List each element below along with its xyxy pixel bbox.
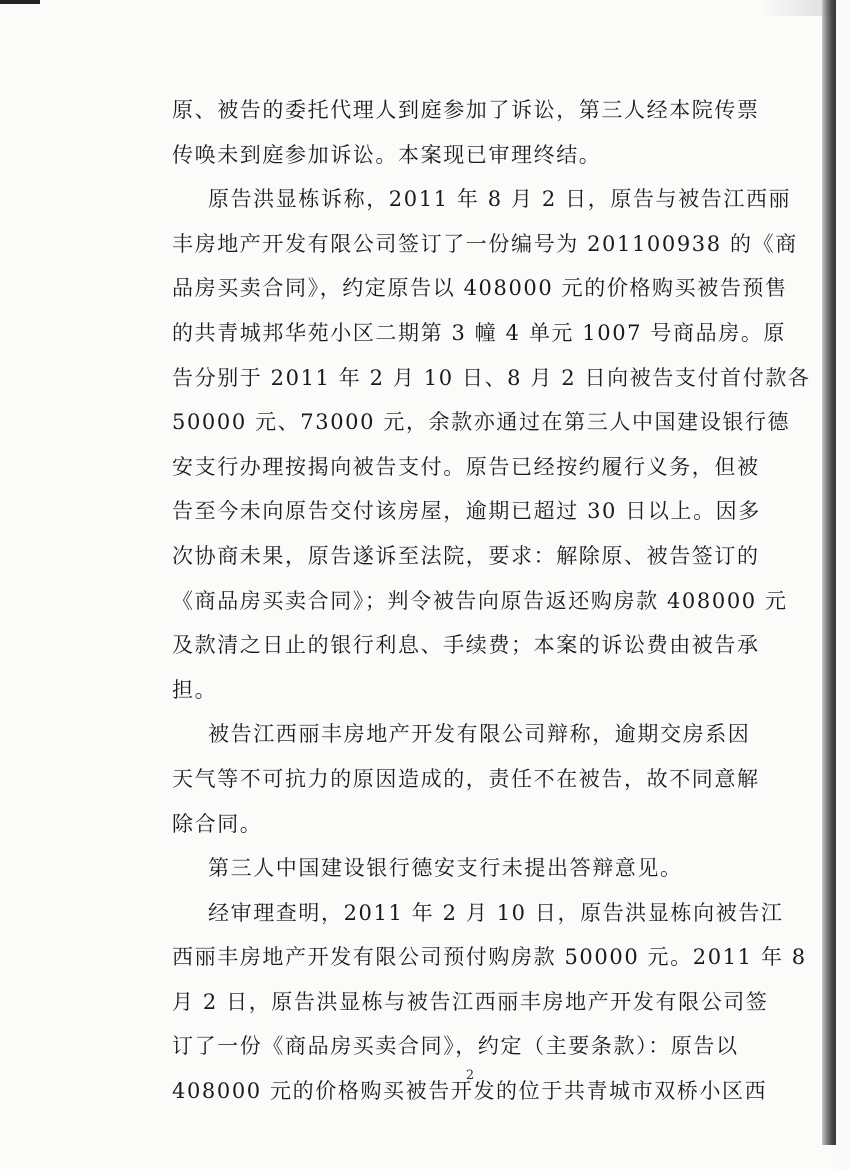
- text-line: 传唤未到庭参加诉讼。本案现已审理终结。: [172, 142, 602, 167]
- scan-artifact-top-mark: [0, 0, 40, 4]
- text-line: 告分别于 2011 年 2 月 10 日、8 月 2 日向被告支付首付款各: [172, 365, 811, 390]
- text-line: 第三人中国建设银行德安支行未提出答辩意见。: [208, 856, 683, 881]
- text-line: 原、被告的委托代理人到庭参加了诉讼，第三人经本院传票: [172, 98, 760, 122]
- text-line: 月 2 日，原告洪显栋与被告江西丽丰房地产开发有限公司签: [172, 989, 769, 1014]
- text-line: 安支行办理按揭向被告支付。原告已经按约履行义务，但被: [172, 454, 760, 479]
- page-number: 2: [465, 1068, 475, 1083]
- text-line: 经审理查明，2011 年 2 月 10 日，原告洪显栋向被告江: [208, 900, 784, 925]
- text-line: 《商品房买卖合同》；判令被告向原告返还购房款 408000 元: [172, 588, 788, 613]
- text-line: 担。: [172, 677, 218, 702]
- document-body: [172, 88, 811, 1114]
- page-margin-right: [836, 0, 850, 1169]
- text-line: 408000 元的价格购买被告开发的位于共青城市双桥小区西: [172, 1079, 768, 1104]
- text-line: 天气等不可抗力的原因造成的，责任不在被告，故不同意解: [172, 766, 760, 791]
- text-line: 的共青城邦华苑小区二期第 3 幢 4 单元 1007 号商品房。原: [172, 320, 787, 345]
- text-line: 告至今未向原告交付该房屋，逾期已超过 30 日以上。因多: [172, 499, 761, 524]
- text-line: 除合同。: [172, 811, 263, 836]
- text-line: 被告江西丽丰房地产开发有限公司辩称，逾期交房系因: [208, 722, 751, 747]
- text-line: 原告洪显栋诉称，2011 年 8 月 2 日，原告与被告江西丽: [208, 187, 792, 212]
- text-line: 及款清之日止的银行利息、手续费；本案的诉讼费由被告承: [172, 633, 760, 658]
- text-line: 丰房地产开发有限公司签订了一份编号为 201100938 的《商: [172, 231, 798, 256]
- text-line: 西丽丰房地产开发有限公司预付购房款 50000 元。2011 年 8: [172, 945, 807, 970]
- text-line: 50000 元、73000 元，余款亦通过在第三人中国建设银行德: [172, 410, 791, 435]
- text-line: 次协商未果，原告遂诉至法院，要求：解除原、被告签订的: [172, 543, 760, 568]
- text-line: 订了一份《商品房买卖合同》，约定（主要条款）：原告以: [172, 1034, 739, 1059]
- text-line: 品房买卖合同》，约定原告以 408000 元的价格购买被告预售: [172, 276, 788, 301]
- scan-artifact-right-edge: [822, 0, 836, 1145]
